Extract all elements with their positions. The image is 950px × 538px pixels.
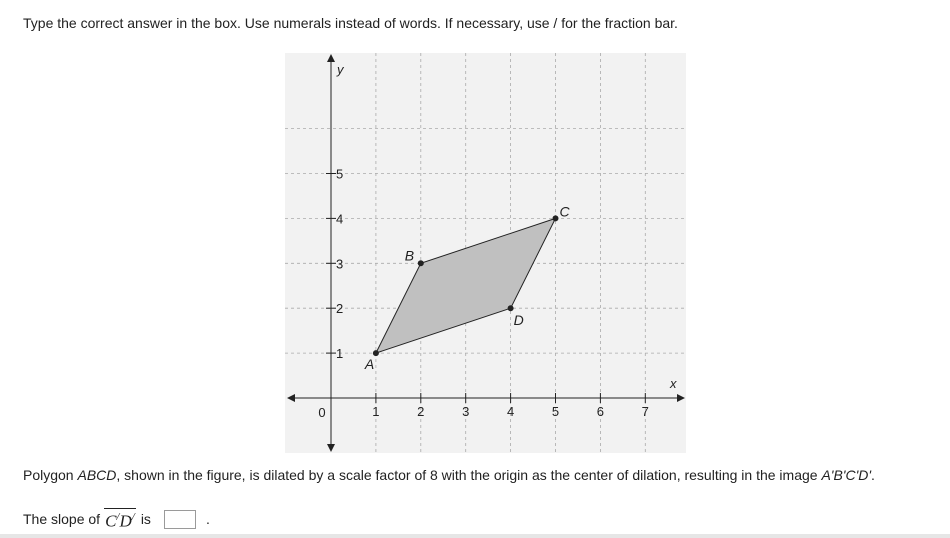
- coordinate-plane: [285, 53, 686, 453]
- coordinate-plane-figure: [285, 53, 686, 453]
- y-tick-label: 2: [336, 301, 344, 317]
- prime-mark-d: /: [131, 511, 135, 524]
- vertex-point-b: [418, 260, 424, 266]
- segment-point-c: C: [105, 511, 117, 531]
- y-axis-label: y: [337, 62, 344, 77]
- question-suffix: is: [140, 511, 151, 527]
- vertex-label-d: D: [513, 312, 524, 329]
- y-tick-label: 1: [336, 346, 344, 362]
- question: [23, 508, 210, 530]
- vertex-label-a: A: [364, 356, 375, 373]
- vertex-label-c: C: [559, 203, 570, 220]
- x-tick-label: 7: [641, 404, 649, 419]
- instructions: Type the correct answer in the box. Use numerals instead of words. If necessary, use / for the fraction bar.: [23, 15, 678, 31]
- x-tick-label: 3: [462, 404, 470, 419]
- y-tick-label: 5: [336, 166, 344, 182]
- vertex-point-d: [508, 305, 514, 311]
- x-tick-label: 4: [506, 404, 515, 419]
- y-tick-label: 3: [336, 256, 344, 272]
- x-tick-label: 5: [551, 404, 560, 419]
- vertex-label-b: B: [404, 247, 415, 264]
- origin-label: 0: [318, 405, 326, 420]
- problem-text: , shown in the figure, is dilated by a scale factor of 8 with the origin as the center of dilation, resulting in the image: [116, 467, 822, 483]
- polygon-name: ABCD: [77, 467, 117, 483]
- problem-suffix: .: [871, 467, 875, 483]
- y-tick-label: 4: [336, 211, 344, 227]
- problem-prefix: Polygon: [23, 467, 78, 483]
- x-tick-label: 2: [417, 404, 425, 419]
- question-end: .: [205, 511, 210, 527]
- x-tick-label: 6: [596, 404, 605, 419]
- prime-mark-c: /: [116, 511, 120, 524]
- problem-statement: [23, 466, 875, 484]
- vertex-point-c: [553, 215, 559, 221]
- segment-c-prime-d-prime: [104, 508, 136, 530]
- bottom-divider: [0, 534, 950, 538]
- x-tick-label: 1: [372, 404, 380, 419]
- answer-input[interactable]: [164, 510, 196, 529]
- question-prefix: The slope of: [23, 511, 101, 527]
- segment-point-d: D: [119, 511, 132, 531]
- x-axis-label: x: [670, 376, 677, 391]
- image-name: A'B'C'D': [821, 467, 872, 483]
